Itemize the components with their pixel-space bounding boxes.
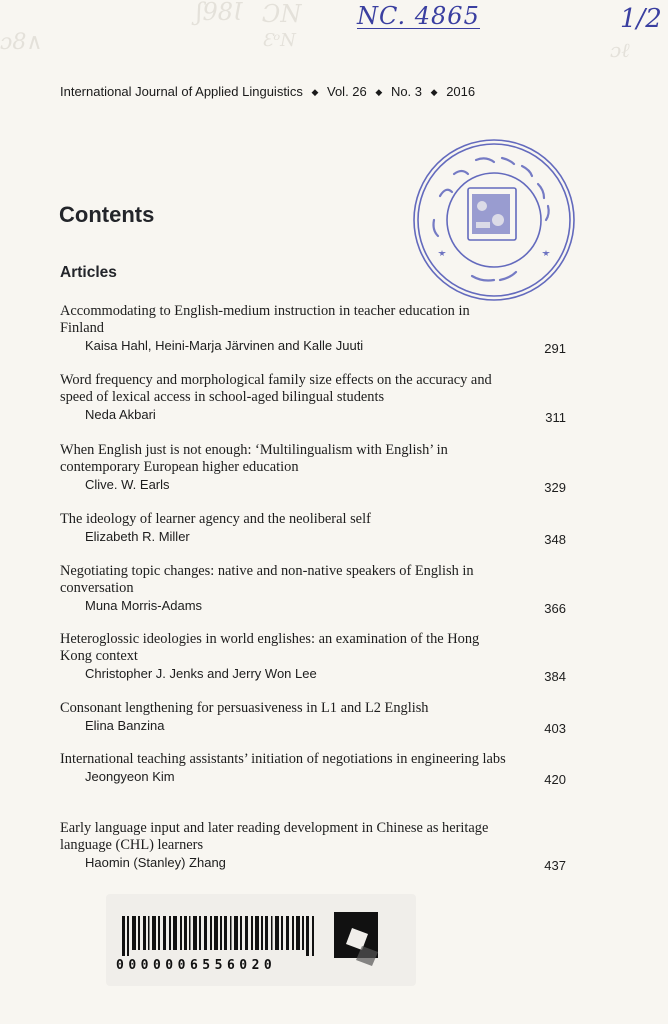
article-title: Word frequency and morphological family size effects on the accuracy and speed of lexical access in school-aged bilingual students — [60, 372, 492, 405]
article-title: Heteroglossic ideologies in world englishes: an examination of the Hong Kong context — [60, 631, 480, 664]
article-page: 384 — [544, 669, 566, 684]
bleed-through-mark: ʃ98Ɩ — [196, 0, 243, 26]
barcode-number: 0000006556020 — [116, 958, 277, 973]
article-page: 311 — [545, 410, 566, 425]
toc-entry — [60, 563, 566, 614]
toc-entry — [60, 303, 566, 354]
article-page: 329 — [544, 480, 566, 495]
article-title: When English just is not enough: ‘Multilingualism with English’ in contemporary European higher education — [60, 442, 448, 475]
article-title: Accommodating to English-medium instruction in teacher education in Finland — [60, 303, 470, 336]
toc-entry — [60, 442, 566, 493]
toc-entry — [60, 631, 566, 682]
bleed-through-mark: ƆN — [262, 0, 302, 28]
accession-number: NC. 4865 — [357, 2, 480, 30]
page-title: Contents — [59, 202, 155, 227]
article-page: 348 — [544, 532, 566, 547]
article-page: 437 — [544, 858, 566, 873]
article-title: Consonant lengthening for persuasiveness in L1 and L2 English — [60, 700, 429, 716]
bleed-through-mark: ɔ8∧ — [0, 30, 43, 55]
journal-issue: No. 3 — [390, 84, 423, 99]
article-page: 366 — [544, 601, 566, 616]
article-title: International teaching assistants’ initiation of negotiations in engineering labs — [60, 751, 506, 767]
journal-header — [60, 84, 475, 99]
bleed-through-mark: ɔℓ — [610, 38, 630, 62]
article-page: 291 — [544, 341, 566, 356]
article-authors: Neda Akbari — [85, 407, 156, 422]
toc-entry — [60, 700, 566, 734]
article-authors: Clive. W. Earls — [85, 477, 170, 492]
toc-entry — [60, 820, 566, 871]
article-authors: Elizabeth R. Miller — [85, 529, 190, 544]
section-title: Articles — [60, 264, 117, 281]
journal-name: International Journal of Applied Linguistics — [60, 84, 303, 99]
article-title: The ideology of learner agency and the neoliberal self — [60, 511, 371, 527]
article-authors: Kaisa Hahl, Heini-Marja Järvinen and Kalle Juuti — [85, 338, 364, 353]
separator: ◆ — [430, 87, 438, 97]
library-stamp-icon — [410, 136, 578, 304]
separator: ◆ — [311, 87, 319, 97]
toc-entry — [60, 511, 566, 545]
article-title: Negotiating topic changes: native and non-native speakers of English in conversation — [60, 563, 474, 596]
article-page: 403 — [544, 721, 566, 736]
article-authors: Muna Morris-Adams — [85, 598, 203, 613]
toc-entry — [60, 372, 566, 423]
article-title: Early language input and later reading development in Chinese as heritage language (CHL) learners — [60, 820, 489, 853]
article-authors: Jeongyeon Kim — [85, 769, 175, 784]
article-authors: Haomin (Stanley) Zhang — [85, 855, 226, 870]
fraction-mark: 1/2 — [620, 4, 662, 34]
article-authors: Elina Banzina — [85, 718, 165, 733]
barcode-label — [106, 894, 416, 986]
toc-entry — [60, 751, 566, 785]
separator: ◆ — [375, 87, 383, 97]
journal-year: 2016 — [446, 84, 476, 99]
article-authors: Christopher J. Jenks and Jerry Won Lee — [85, 666, 317, 681]
bleed-through-mark: ƐᵒN — [262, 30, 296, 51]
journal-volume: Vol. 26 — [327, 84, 367, 99]
article-page: 420 — [544, 772, 566, 787]
